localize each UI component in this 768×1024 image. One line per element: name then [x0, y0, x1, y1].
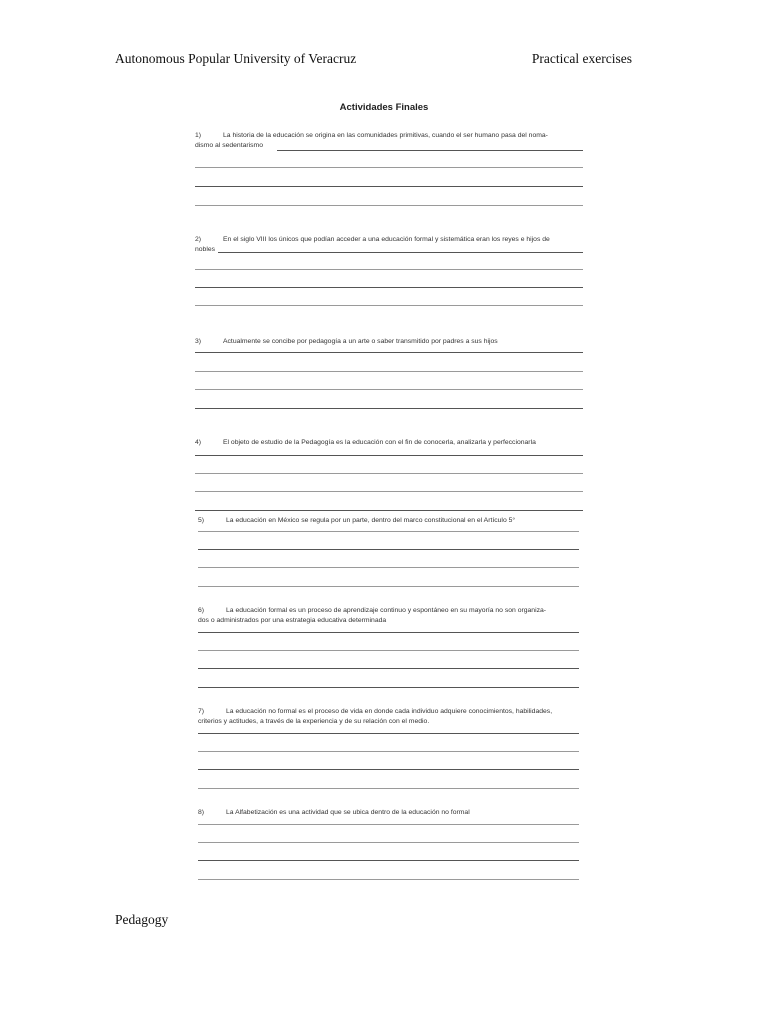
question-number: 4) — [195, 439, 202, 446]
answer-line — [198, 751, 579, 752]
question-3 — [195, 337, 587, 347]
question-number: 7) — [198, 708, 205, 715]
question-number: 3) — [195, 338, 202, 345]
answer-line — [198, 549, 579, 550]
answer-line — [198, 860, 579, 861]
answer-line — [198, 842, 579, 843]
answer-line — [195, 269, 583, 270]
question-text: El objeto de estudio de la Pedagogía es la educación con el fin de conocerla, analizarla y perfeccionarla — [223, 439, 536, 446]
answer-line — [195, 352, 583, 353]
answer-line — [195, 510, 583, 511]
answer-line — [198, 586, 579, 587]
question-6 — [198, 606, 583, 625]
answer-line — [195, 491, 583, 492]
answer-line — [198, 567, 579, 568]
answer-line — [198, 531, 579, 532]
question-number: 5) — [198, 517, 205, 524]
question-number: 2) — [195, 236, 202, 243]
header-section: Practical exercises — [531, 51, 632, 66]
answer-line — [195, 371, 583, 372]
answer-line — [195, 455, 583, 456]
question-text-continued: nobles — [195, 245, 216, 253]
document-title: Actividades Finales — [339, 102, 429, 113]
footer-subject: Pedagogy — [115, 912, 169, 927]
answer-line — [198, 769, 579, 770]
answer-line — [198, 687, 579, 688]
answer-line — [198, 632, 579, 633]
question-text: La educación en México se regula por un parte, dentro del marco constitucional en el Artículo 5° — [226, 517, 516, 524]
question-4 — [195, 438, 587, 448]
question-text-continued: dismo al sedentarismo — [195, 141, 263, 149]
answer-line — [195, 167, 583, 168]
answer-line — [218, 252, 583, 253]
question-text: La Alfabetización es una actividad que se ubica dentro de la educación no formal — [226, 809, 470, 816]
answer-line — [198, 879, 579, 880]
answer-line — [198, 788, 579, 789]
question-text: En el siglo VIII los únicos que podían acceder a una educación formal y sistemática eran los reyes e hijos de — [223, 236, 550, 243]
answer-line — [198, 733, 579, 734]
question-text-continued: criterios y actitudes, a través de la experiencia y de su relación con el medio. — [198, 717, 430, 725]
answer-line — [195, 186, 583, 187]
answer-line — [195, 473, 583, 474]
header-university: Autonomous Popular University of Veracruz — [115, 51, 357, 66]
answer-line — [198, 650, 579, 651]
question-number: 6) — [198, 607, 205, 614]
question-number: 1) — [195, 132, 202, 139]
question-text: Actualmente se concibe por pedagogía a un arte o saber transmitido por padres a sus hijos — [223, 338, 498, 345]
answer-line — [195, 408, 583, 409]
question-number: 8) — [198, 809, 205, 816]
answer-line — [277, 150, 583, 151]
answer-line — [195, 205, 583, 206]
question-8 — [198, 808, 583, 818]
question-text: La educación no formal es el proceso de vida en donde cada individuo adquiere conocimientos, habilidades, — [226, 708, 553, 715]
answer-line — [198, 668, 579, 669]
question-text-continued: dos o administrados por una estrategia educativa determinada — [198, 616, 387, 624]
question-7 — [198, 707, 583, 726]
answer-line — [195, 389, 583, 390]
question-text: La educación formal es un proceso de aprendizaje continuo y espontáneo en su mayoría no son organiza- — [226, 607, 547, 614]
question-text: La historia de la educación se origina en las comunidades primitivas, cuando el ser humano pasa del noma- — [223, 132, 548, 139]
question-5 — [198, 516, 583, 526]
answer-line — [195, 305, 583, 306]
answer-line — [198, 824, 579, 825]
answer-line — [195, 287, 583, 288]
question-1 — [195, 131, 587, 150]
